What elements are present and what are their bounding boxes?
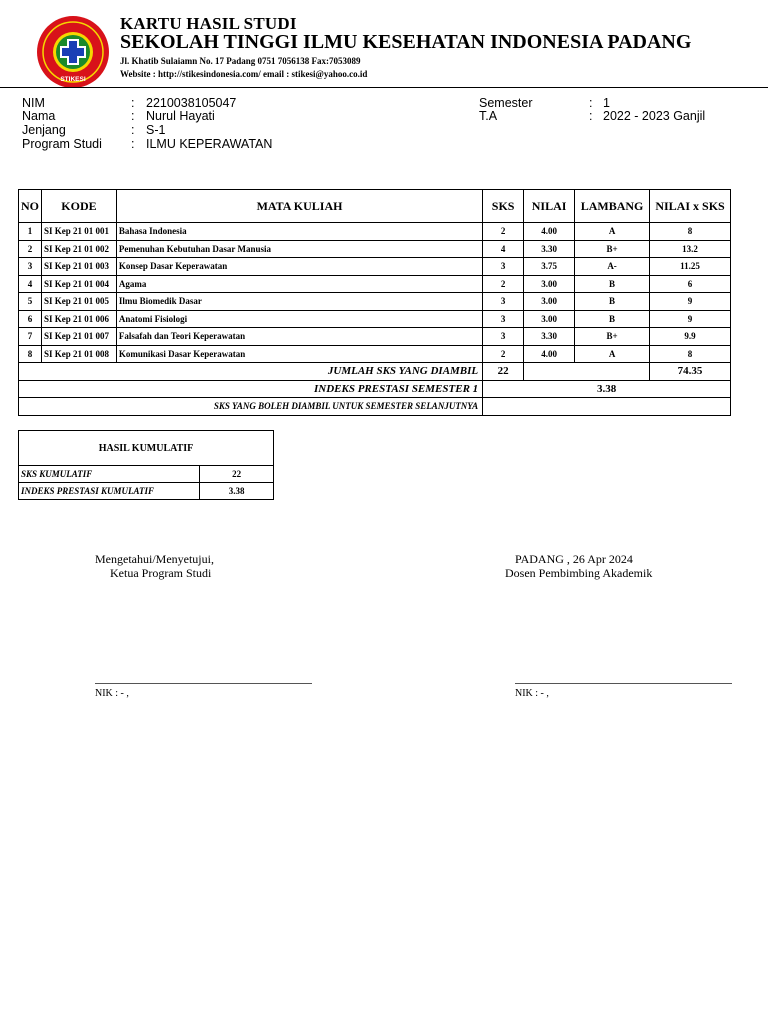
row-lambang: B [575,275,650,293]
row-nilai: 3.30 [524,240,575,258]
right-sign-line2: Dosen Pembimbing Akademik [505,566,653,580]
left-nik: NIK : - , [95,688,129,699]
table-row [19,310,731,328]
left-sign-line2: Ketua Program Studi [110,566,212,580]
stikesi-logo [36,15,110,89]
col-header-mata-kuliah: MATA KULIAH [116,190,482,223]
row-lambang: A- [575,258,650,276]
row-no: 5 [19,293,42,311]
jumlah-empty-cell [524,363,650,381]
row-sks: 3 [483,310,524,328]
ips-value: 3.38 [483,380,731,398]
colon: : [131,109,135,123]
row-nilai: 3.75 [524,258,575,276]
cumulative-header-row [19,431,274,466]
colon: : [131,96,135,110]
right-signature-line [515,683,732,684]
row-kode: SI Kep 21 01 007 [42,328,117,346]
ipk-label: INDEKS PRESTASI KUMULATIF [19,483,200,500]
next-sks-row [19,398,731,416]
col-header-nilai: NILAI [524,190,575,223]
row-sks: 4 [483,240,524,258]
row-nilai-x-sks: 8 [650,345,731,363]
institution-name: SEKOLAH TINGGI ILMU KESEHATAN INDONESIA PADANG [120,31,692,53]
row-kode: SI Kep 21 01 003 [42,258,117,276]
row-nilai: 3.00 [524,310,575,328]
institution-website: Website : http://stikesindonesia.com/ email : stikesi@yahoo.co.id [120,69,368,79]
row-no: 8 [19,345,42,363]
row-nilai-x-sks: 6 [650,275,731,293]
row-mata-kuliah: Agama [116,275,482,293]
row-sks: 2 [483,345,524,363]
row-mata-kuliah: Pemenuhan Kebutuhan Dasar Manusia [116,240,482,258]
row-lambang: B+ [575,328,650,346]
row-mata-kuliah: Komunikasi Dasar Keperawatan [116,345,482,363]
jumlah-nilai-x-sks-value: 74.35 [650,363,731,381]
colon: : [589,109,593,123]
row-kode: SI Kep 21 01 001 [42,223,117,241]
table-row [19,483,274,500]
col-header-kode: KODE [42,190,117,223]
row-nilai: 3.30 [524,328,575,346]
table-row [19,275,731,293]
jenjang-label: Jenjang [22,123,66,137]
table-header-row [19,190,731,223]
row-sks: 3 [483,258,524,276]
nim-value: 2210038105047 [146,96,237,110]
colon: : [131,137,135,151]
prodi-label: Program Studi [22,137,102,151]
table-row [19,328,731,346]
ipk-value: 3.38 [200,483,274,500]
colon: : [131,123,135,137]
row-no: 3 [19,258,42,276]
ta-value: 2022 - 2023 Ganjil [603,109,706,123]
row-nilai: 4.00 [524,223,575,241]
row-nilai-x-sks: 9 [650,310,731,328]
cumulative-table [18,430,274,500]
row-nilai: 3.00 [524,275,575,293]
row-nilai: 3.00 [524,293,575,311]
grades-table [18,189,731,416]
row-kode: SI Kep 21 01 005 [42,293,117,311]
prodi-value: ILMU KEPERAWATAN [146,137,273,151]
col-header-sks: SKS [483,190,524,223]
row-sks: 2 [483,275,524,293]
row-no: 1 [19,223,42,241]
left-sign-line1: Mengetahui/Menyetujui, [95,552,214,566]
row-mata-kuliah: Anatomi Fisiologi [116,310,482,328]
next-sks-value [483,398,731,416]
row-mata-kuliah: Ilmu Biomedik Dasar [116,293,482,311]
row-kode: SI Kep 21 01 006 [42,310,117,328]
jenjang-value: S-1 [146,123,166,137]
row-no: 4 [19,275,42,293]
row-sks: 2 [483,223,524,241]
row-nilai-x-sks: 9 [650,293,731,311]
row-nilai-x-sks: 9.9 [650,328,731,346]
semester-label: Semester [479,96,533,110]
col-header-nilai-x-sks: NILAI x SKS [650,190,731,223]
ta-label: T.A [479,109,498,123]
nama-value: Nurul Hayati [146,109,215,123]
cumulative-title: HASIL KUMULATIF [19,431,274,466]
row-lambang: B+ [575,240,650,258]
row-mata-kuliah: Falsafah dan Teori Keperawatan [116,328,482,346]
left-signature-line [95,683,312,684]
row-lambang: B [575,310,650,328]
row-kode: SI Kep 21 01 004 [42,275,117,293]
row-lambang: B [575,293,650,311]
row-kode: SI Kep 21 01 008 [42,345,117,363]
next-sks-label: SKS YANG BOLEH DIAMBIL UNTUK SEMESTER SELANJUTNYA [19,398,483,416]
jumlah-sks-value: 22 [483,363,524,381]
row-no: 7 [19,328,42,346]
row-sks: 3 [483,293,524,311]
row-mata-kuliah: Konsep Dasar Keperawatan [116,258,482,276]
nim-label: NIM [22,96,45,110]
sks-kumulatif-value: 22 [200,466,274,483]
right-sign-line1: PADANG , 26 Apr 2024 [515,552,633,566]
table-row [19,466,274,483]
row-kode: SI Kep 21 01 002 [42,240,117,258]
header-divider [0,87,768,88]
row-nilai-x-sks: 11.25 [650,258,731,276]
col-header-lambang: LAMBANG [575,190,650,223]
row-nilai: 4.00 [524,345,575,363]
sks-kumulatif-label: SKS KUMULATIF [19,466,200,483]
row-no: 6 [19,310,42,328]
institution-address: Jl. Khatib Sulaiamn No. 17 Padang 0751 7056138 Fax:7053089 [120,56,361,66]
row-sks: 3 [483,328,524,346]
row-no: 2 [19,240,42,258]
nama-label: Nama [22,109,56,123]
logo-text: STIKESI [60,76,86,83]
table-row [19,240,731,258]
jumlah-sks-row [19,363,731,381]
row-lambang: A [575,223,650,241]
table-row [19,293,731,311]
ips-row [19,380,731,398]
table-row [19,258,731,276]
row-mata-kuliah: Bahasa Indonesia [116,223,482,241]
table-row [19,223,731,241]
row-lambang: A [575,345,650,363]
semester-value: 1 [603,96,610,110]
right-nik: NIK : - , [515,688,549,699]
row-nilai-x-sks: 8 [650,223,731,241]
doc-title: KARTU HASIL STUDI [120,14,297,33]
colon: : [589,96,593,110]
table-row [19,345,731,363]
jumlah-sks-label: JUMLAH SKS YANG DIAMBIL [19,363,483,381]
col-header-no: NO [19,190,42,223]
ips-label: INDEKS PRESTASI SEMESTER 1 [19,380,483,398]
row-nilai-x-sks: 13.2 [650,240,731,258]
